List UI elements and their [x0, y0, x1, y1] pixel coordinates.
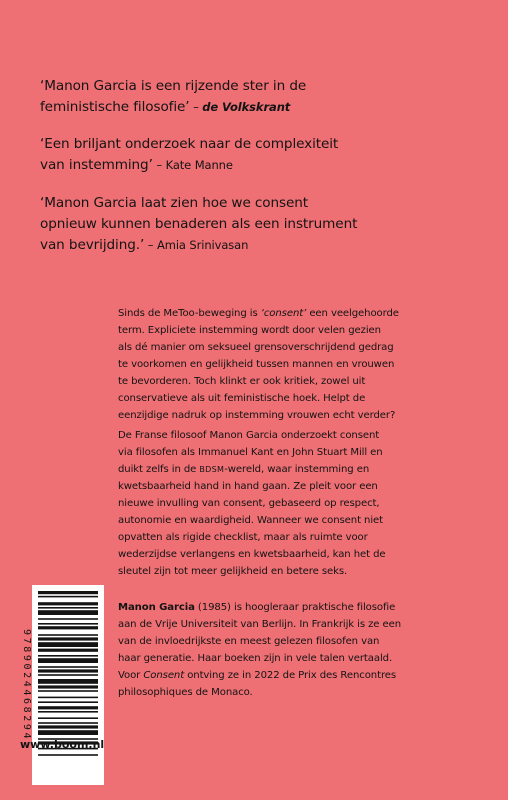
text-line: eenzijdige nadruk op instemming vrouwen echt verder? [118, 410, 396, 421]
barcode-bar [38, 725, 98, 728]
text-span: duikt zelfs in de [118, 464, 200, 475]
barcode-bar [38, 730, 98, 735]
text-line: nieuwe invulling van consent, gebaseerd op respect, [118, 498, 380, 509]
barcode-bar [38, 711, 98, 713]
text-line [118, 599, 483, 616]
publisher-website: www.boom.nl [20, 738, 105, 751]
barcode-bar [38, 674, 98, 676]
quote-dash: – [189, 100, 203, 114]
barcode-bar [38, 706, 98, 709]
barcode-bar [38, 618, 98, 620]
text-span: (1985) is hoogleraar praktische filosofie [194, 602, 396, 613]
book-title: Consent [143, 670, 185, 681]
barcode-panel [32, 585, 104, 785]
text-line [118, 461, 483, 478]
barcode-bar [38, 690, 98, 692]
barcode-bar [38, 669, 98, 672]
barcode-bar [38, 658, 98, 663]
quote-line-with-source [40, 235, 480, 256]
text-span: ontving ze in 2022 de Prix des Rencontres [184, 670, 397, 681]
author-bio [118, 599, 483, 701]
text-line: kwetsbaarheid hand in hand gaan. Ze pleit voor een [118, 481, 378, 492]
isbn-barcode [18, 585, 104, 785]
author-name: Manon Garcia [118, 602, 195, 613]
barcode-bar [38, 642, 98, 647]
text-line: te voorkomen en gelijkheid tussen mannen en vrouwen [118, 359, 395, 370]
quote-line-with-source [40, 97, 480, 118]
barcode-bars [32, 585, 104, 785]
text-span: -wereld, waar instemming en [224, 464, 370, 475]
blurb-paragraph-1 [118, 305, 483, 424]
barcode-bar [38, 754, 98, 756]
isbn-digits: 9789024468294 [21, 628, 32, 742]
text-line: via filosofen als Immanuel Kant en John Stuart Mill en [118, 447, 383, 458]
quote-dash: – [144, 238, 157, 252]
quote-line: van instemming’ [40, 157, 153, 173]
small-caps: BDSM [199, 465, 225, 474]
text-line: term. Expliciete instemming wordt door velen gezien [118, 325, 381, 336]
text-line: opvatten als rigide checklist, maar als ruimte voor [118, 532, 368, 543]
barcode-bar [38, 679, 98, 684]
text-line: De Franse filosoof Manon Garcia onderzoekt consent [118, 430, 380, 441]
barcode-bar [38, 649, 98, 652]
barcode-bar [38, 655, 98, 657]
blurb-paragraph-2 [118, 427, 483, 580]
barcode-bar [38, 637, 98, 640]
quote-line: ‘Een briljant onderzoek naar de complexiteit [40, 136, 339, 152]
barcode-bar [38, 666, 98, 668]
text-line: te bevorderen. Toch klinkt er ook kritiek, zowel uit [118, 376, 366, 387]
text-line: sleutel zijn tot meer gelijkheid en betere seks. [118, 566, 348, 577]
text-line: als dé manier om seksueel grensoverschrijdend gedrag [118, 342, 394, 353]
barcode-bar [38, 623, 98, 625]
barcode-bar [38, 596, 98, 598]
text-span: een veelgehoorde [306, 308, 399, 319]
quote-source: Kate Manne [165, 158, 233, 172]
emphasis: ‘consent’ [260, 308, 307, 319]
barcode-bar [38, 685, 98, 688]
quote-dash: – [152, 158, 166, 172]
barcode-bar [38, 607, 98, 609]
barcode-bar [38, 610, 98, 615]
quote-source: de Volkskrant [202, 100, 291, 114]
quote-source: Amia Srinivasan [156, 238, 249, 252]
quote-volkskrant [40, 76, 480, 118]
text-line [118, 305, 483, 322]
barcode-bar [38, 701, 98, 703]
quote-line-with-source [40, 155, 480, 176]
text-span: Sinds de MeToo-beweging is [118, 308, 261, 319]
text-line: aan de Vrije Universiteit van Berlijn. In Frankrijk is ze een [118, 619, 402, 630]
text-line [118, 667, 483, 684]
text-line: van de invloedrijkste en meest gelezen filosofen van [118, 636, 380, 647]
quote-srinivasan [40, 193, 480, 256]
quote-line: feministische filosofie’ [40, 99, 190, 115]
barcode-bar [38, 722, 98, 724]
text-line: haar generatie. Haar boeken zijn in vele talen vertaald. [118, 653, 393, 664]
quote-line: van bevrijding.’ [40, 237, 145, 253]
barcode-bar [38, 602, 98, 605]
text-span: Voor [118, 670, 144, 681]
quote-manne [40, 134, 480, 176]
barcode-bar [38, 626, 98, 629]
quote-line: opnieuw kunnen benaderen als een instrument [40, 216, 358, 232]
text-line: wederzijdse verlangens en kwetsbaarheid, kan het de [118, 549, 386, 560]
barcode-bar [38, 697, 98, 699]
text-line: autonomie en waardigheid. Wanneer we consent niet [118, 515, 384, 526]
text-line: conservatieve als uit feministische hoek. Helpt de [118, 393, 366, 404]
barcode-bar [38, 634, 98, 636]
quote-line: ‘Manon Garcia laat zien hoe we consent [40, 195, 309, 211]
text-line: philosophiques de Monaco. [118, 687, 253, 698]
barcode-bar [38, 591, 98, 594]
quote-line: ‘Manon Garcia is een rijzende ster in de [40, 78, 307, 94]
barcode-bar [38, 717, 98, 719]
